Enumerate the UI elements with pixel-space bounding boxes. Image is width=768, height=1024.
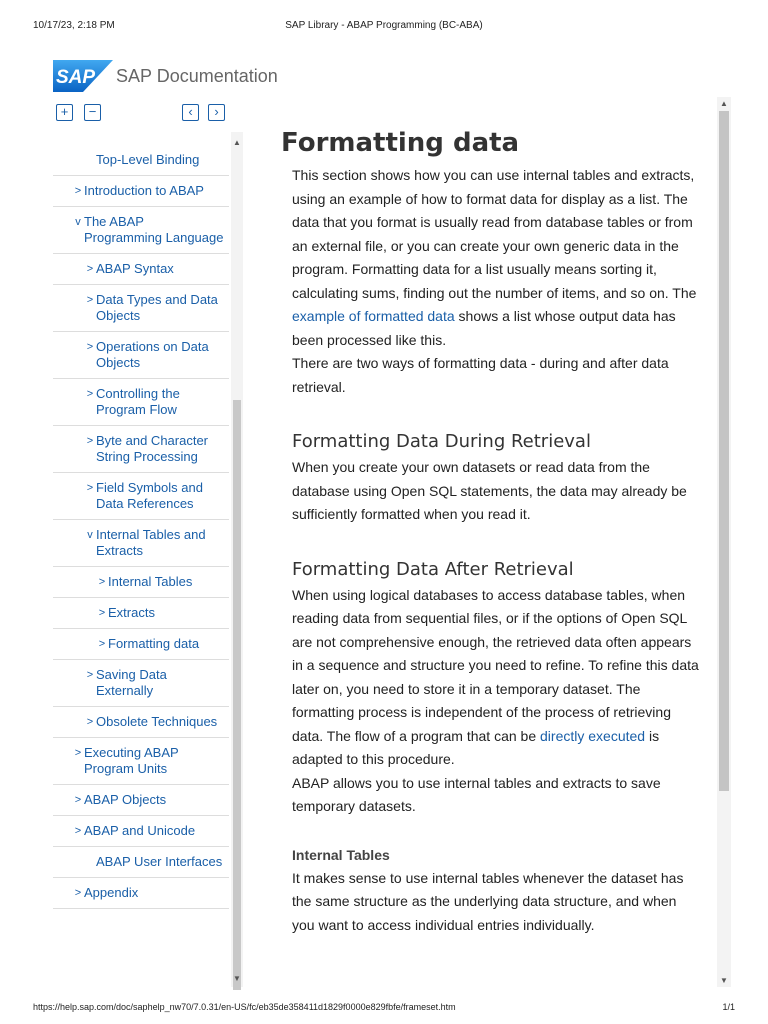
sidebar-item-label: Extracts: [108, 605, 155, 620]
chevron-right-icon[interactable]: >: [74, 794, 82, 806]
chevron-right-icon[interactable]: >: [86, 341, 94, 353]
chevron-down-icon[interactable]: v: [75, 216, 81, 228]
sidebar-item-label: Top-Level Binding: [96, 152, 200, 167]
internal-tables-paragraph: It makes sense to use internal tables whenever the dataset has the same structure as the underlying data structure, and when you want to access individual entries individually.: [292, 869, 684, 933]
during-paragraph: When you create your own datasets or read data from the database using Open SQL statements, the data may already be sufficiently formatted when you read it.: [292, 459, 687, 522]
chevron-right-icon[interactable]: >: [74, 825, 82, 837]
sidebar-item-label: ABAP and Unicode: [84, 823, 196, 838]
sidebar-item[interactable]: [53, 629, 229, 660]
sidebar-item[interactable]: [53, 254, 229, 285]
print-header: [0, 0, 768, 40]
chevron-right-icon[interactable]: >: [86, 263, 94, 275]
sidebar-item-label: Operations on Data Objects: [96, 339, 209, 370]
sidebar-item[interactable]: [53, 426, 229, 473]
chevron-right-icon[interactable]: >: [86, 294, 94, 306]
content-scroll-thumb[interactable]: [719, 111, 729, 791]
sidebar-item[interactable]: [53, 285, 229, 332]
sidebar-item[interactable]: [53, 379, 229, 426]
content-scrollbar[interactable]: [717, 97, 731, 987]
sidebar-item[interactable]: [53, 132, 229, 176]
print-page-number: 1/1: [722, 1002, 735, 1012]
sidebar-item[interactable]: [53, 785, 229, 816]
chevron-right-icon[interactable]: >: [74, 887, 82, 899]
sidebar-item[interactable]: [53, 738, 229, 785]
sidebar-item-label: Data Types and Data Objects: [96, 292, 218, 323]
chevron-right-icon[interactable]: >: [74, 185, 82, 197]
sidebar-item[interactable]: [53, 520, 229, 567]
sidebar-item[interactable]: [53, 332, 229, 379]
sidebar-scroll-thumb[interactable]: [233, 400, 241, 990]
sidebar-item[interactable]: [53, 816, 229, 847]
chevron-right-icon[interactable]: >: [98, 607, 106, 619]
chevron-right-icon[interactable]: >: [74, 747, 82, 759]
sidebar-item-label: Byte and Character String Processing: [96, 433, 209, 464]
print-url: https://help.sap.com/doc/saphelp_nw70/7.0.31/en-US/fc/eb35de358411d1829f0000e829fbfe/frameset.htm: [33, 1002, 456, 1012]
scroll-down-icon[interactable]: ▼: [233, 974, 241, 983]
sidebar-item-label: Obsolete Techniques: [96, 714, 218, 729]
sidebar-item[interactable]: [53, 707, 229, 738]
intro-paragraph-2: There are two ways of formatting data - during and after data retrieval.: [292, 355, 669, 395]
print-datetime: 10/17/23, 2:18 PM: [33, 20, 115, 31]
chevron-right-icon[interactable]: >: [86, 388, 94, 400]
sidebar-item[interactable]: [53, 567, 229, 598]
page-title: Formatting data: [281, 128, 520, 158]
heading-internal-tables: Internal Tables: [292, 846, 390, 863]
nav-toolbar: [53, 104, 233, 126]
sidebar-item-label: Executing ABAP Program Units: [84, 745, 179, 776]
sap-logo-text: SAP: [56, 67, 96, 88]
sidebar-item-label: Internal Tables and Extracts: [96, 527, 206, 558]
chevron-right-icon[interactable]: >: [86, 435, 94, 447]
chevron-right-icon[interactable]: >: [86, 482, 94, 494]
sidebar-item-label: Controlling the Program Flow: [96, 386, 180, 417]
sidebar-item[interactable]: [53, 660, 229, 707]
scroll-up-icon[interactable]: ▲: [233, 138, 241, 147]
sidebar-scrollbar[interactable]: [231, 132, 243, 987]
sidebar-item[interactable]: [53, 176, 229, 207]
directly-executed-link[interactable]: directly executed: [540, 727, 646, 744]
sidebar-item[interactable]: [53, 878, 229, 909]
chevron-right-icon[interactable]: >: [86, 669, 94, 681]
expand-all-button[interactable]: +: [56, 104, 73, 121]
chevron-down-icon[interactable]: v: [87, 529, 93, 541]
sidebar-item-label: The ABAP Programming Language: [84, 214, 224, 245]
sidebar-item-label: Introduction to ABAP: [84, 183, 204, 198]
sap-logo-icon[interactable]: [53, 60, 113, 92]
sidebar-item-label: ABAP Objects: [84, 792, 167, 807]
chevron-right-icon[interactable]: >: [98, 576, 106, 588]
main-content: [281, 128, 701, 986]
chevron-right-icon[interactable]: >: [86, 716, 94, 728]
sidebar-item-label: ABAP User Interfaces: [96, 854, 223, 869]
sidebar-item-label: Field Symbols and Data References: [96, 480, 203, 511]
sidebar-item-label: Internal Tables: [108, 574, 193, 589]
print-footer: [0, 994, 768, 1024]
sidebar-item-label: Appendix: [84, 885, 139, 900]
sidebar-item[interactable]: [53, 598, 229, 629]
intro-paragraph: This section shows how you can use internal tables and extracts, using an example of how to format data for display as a list. The data that you format is usually read from database tables or from an external file, or you can create your own generic data in the program. Formatting data for a list usually means sorting it, calculating sums, finding out the number of items, and so on. The example of formatted data shows a list whose output data has been processed like this.: [292, 167, 697, 348]
print-title: SAP Library - ABAP Programming (BC-ABA): [285, 20, 483, 31]
sidebar-item-label: Formatting data: [108, 636, 200, 651]
brand-title: SAP Documentation: [116, 66, 278, 86]
after-paragraph: When using logical databases to access database tables, when reading data from sequential files, or if the options of Open SQL are not comprehensive enough, the retrieved data often appears in a sequence and structure you need to refine. To refine this data later on, you need to store it in a temporary dataset. The formatting process is independent of the process of retrieving data. The flow of a program that can be directly executed is adapted to this procedure.: [292, 586, 699, 767]
chevron-right-icon[interactable]: >: [98, 638, 106, 650]
navigation-tree: [53, 132, 229, 987]
next-page-button[interactable]: ›: [208, 104, 225, 121]
sidebar-item[interactable]: [53, 473, 229, 520]
scroll-down-icon[interactable]: ▼: [720, 976, 728, 985]
sidebar-item-label: ABAP Syntax: [96, 261, 174, 276]
example-formatted-data-link[interactable]: example of formatted data: [292, 308, 455, 324]
after-paragraph-2: ABAP allows you to use internal tables and extracts to save temporary datasets.: [292, 774, 661, 814]
heading-after-retrieval: Formatting Data After Retrieval: [292, 558, 574, 580]
no-chevron: [84, 854, 96, 870]
heading-during-retrieval: Formatting Data During Retrieval: [292, 431, 591, 452]
sidebar-item[interactable]: [53, 847, 229, 878]
previous-page-button[interactable]: ‹: [182, 104, 199, 121]
sidebar-item[interactable]: [53, 207, 229, 254]
collapse-all-button[interactable]: −: [84, 104, 101, 121]
scroll-up-icon[interactable]: ▲: [720, 99, 728, 108]
sidebar-item-label: Saving Data Externally: [96, 667, 167, 698]
no-chevron: [84, 152, 96, 168]
